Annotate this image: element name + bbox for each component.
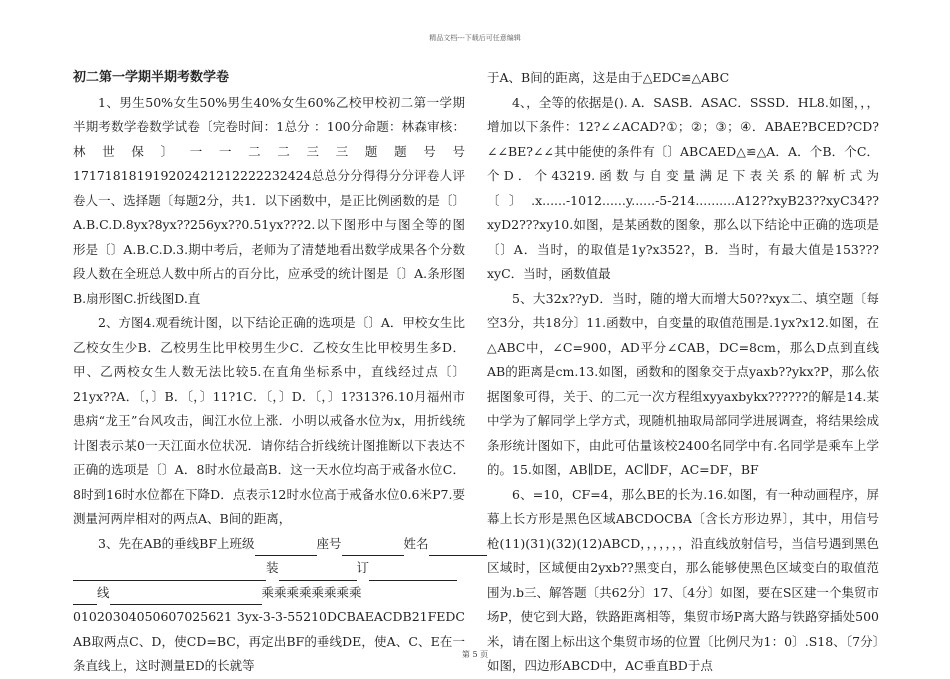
paragraph-3-continued: 01020304050607025621 3yx-3-3-55210DCBAEACDB21FEDCAB取两点C、D，使CD=BC，再定出BF的垂线DE，使A、C、E在一条直线上，这时测量ED的长就等 [73,609,465,673]
paragraph-2: 2、方图4.观看统计图，以下结论正确的选项是〔〕A．甲校女生比乙校女生少B．乙校男生比甲校男生少C．乙校女生比甲校男生多D．甲、乙两校女生人数无法比较5.在直角坐标系中，直线经过点〔〕21yx??A．〔，〕B．〔，〕11?1C．〔，〕D．〔，〕1?313?6.10月福州市患病“龙王”台风攻击，闽江水位上涨．小明以戒备水位为x，用折线统计图表示某0一天江面水位状况．请你结合折线统计图推断以下表达不正确的选项是〔〕A．8时水位最高B．这一天水位均高于戒备水位C．8时到16时水位都在下降D．点表示12时水位高于戒备水位0.6米P7.要测量河两岸相对的两点A、B间的距离， [73,315,465,526]
binding-rule [73,590,97,605]
binding-line-2 [73,581,465,606]
paragraph-3-student-info [73,532,465,557]
binding-ding: 订 [356,560,370,575]
seat-label: 座号 [316,535,342,551]
binding-rule [110,590,262,605]
binding-xian: 线 [97,584,110,600]
paragraph-5: 5、大32x??yD．当时，随的增大而增大50??xyx二、填空题〔每空3分，共18分〕11.函数中，自变量的取值范围是.1yx?x12.如图，在△ABC中，∠C=900，AD平分∠CAB，DC=8cm，那么D点到直线AB的距离是cm.13.如图，函数和的图象交于点yaxb??ykx?P，那么依据图象可得，关于、的二元一次方程组xyyaxbykx??????的解是14.某中学为了解同学上学方式，现随机抽取局部同学进展调查，将结果绘成条形统计图如下，由此可估量该校2400名同学中有.名同学是乘车上学的。15.如图，AB∥DE，AC∥DF，AC=DF，BF [487,290,879,477]
binding-rule [369,566,457,581]
binding-cheng: 乘乘乘乘乘乘乘乘 [261,584,362,600]
paragraph-4: 4、，全等的依据是(). A．SASB．ASAC．SSSD．HL8.如图，，，增加以下条件：12?∠∠ACAD?①；②；③；④．ABAE?BCED?CD?∠∠BE?∠∠其中能使的条件有〔〕ABCAED△≌△A．A．个B．个C．个D．个43219.函数与自变量满足下表关系的解析式为〔〕.x......-1012......y......-5-214..........A12??xyB23??xyC34??xyD2???xy10.如图，是某函数的图象，那么以下结论中正确的选项是〔〕A．当时，的取值是1y?x352?，B．当时，有最大值是153???xyC．当时，函数值最 [487,94,879,281]
binding-rule [73,566,266,581]
paragraph-6: 6、=10，CF=4，那么BE的长为.16.如图，有一种动画程序，屏幕上长方形是黑色区域ABCDOCBA〔含长方形边界〕，其中，用信号枪(11)(31)(32)(12)ABCD，，，，，，，沿直线放射信号，当信号遇到黑色区域时，区域便由2yxb??黑变白，那么能够使黑色区域变白的取值范围为.b三、解答题〔共62分〕17、〔4分〕如图，要在S区建一个集贸市场P，使它到大路，铁路距离相等，集贸市场P离大路与铁路穿插处500米，请在图上标出这个集贸市场的位置〔比例尺为1：0〕.S18、〔7分〕如图，四边形ABCD中，AC垂直BD于点 [487,486,879,673]
exam-title: 初二第一学期半期考数学卷 [73,70,230,85]
seat-blank [342,541,404,556]
page-header: 精品文档---下载后可任意编辑 [429,34,521,42]
left-column [73,66,465,679]
binding-zhuang: 装 [266,560,279,575]
name-label: 姓名 [403,535,429,551]
class-blank [255,541,317,556]
paragraph-3-end: 于A、B间的距离，这是由于△EDC≌△ABC [487,70,730,85]
right-column [487,66,879,679]
binding-rule [279,566,357,581]
binding-line-1 [73,556,465,581]
class-label: 3、先在AB的垂线BF上班级 [98,535,255,551]
paragraph-1: 1、男生50%女生50%男生40%女生60%乙校甲校初二第一学期半期考数学卷数学试卷〔完卷时间：1总分 ：100分命题：林森审核：林世保〕一一二二三三题题号号171718181919202421212222232424总总分分得得分分评卷人评卷人一、选择题〔每题2分，共1．以下函数中，是正比例函数的是〔〕A.B.C.D.8yx?8yx??256yx??0.51yx???2.以下图形中与图全等的图形是〔〕A.B.C.D.3.期中考后，老师为了清楚地看出数学成果各个分数段人数在全班总人数中所占的百分比，应承受的统计图是〔〕A.条形图B.扇形图C.折线图D.直 [73,94,465,306]
page-footer: 第 5 页 [461,650,489,659]
name-blank [429,541,487,556]
